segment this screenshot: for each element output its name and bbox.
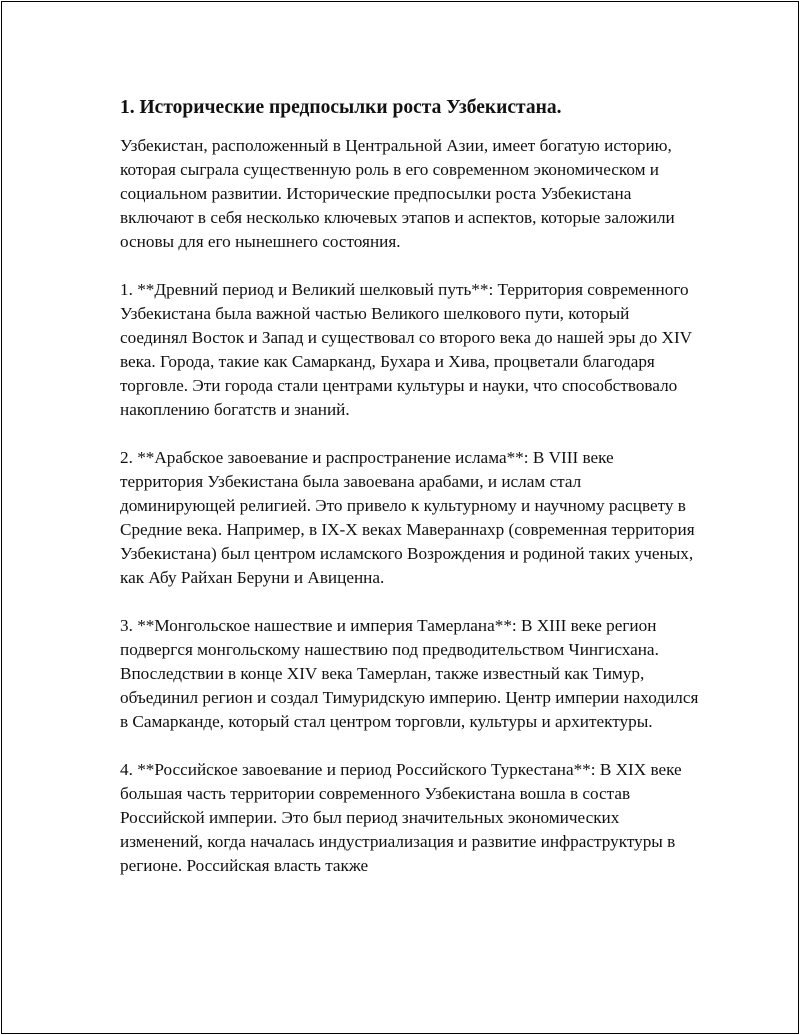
document-body — [120, 96, 700, 878]
intro-paragraph: Узбекистан, расположенный в Центральной Азии, имеет богатую историю, которая сыграла существенную роль в его современном экономическом и социальном развитии. Исторические предпосылки роста Узбекистана включают в себя несколько ключевых этапов и аспектов, которые заложили основы для его нынешнего состояния. — [120, 136, 675, 251]
paragraph-russian-conquest: 4. **Российское завоевание и период Российского Туркестана**: В XIX веке большая часть территории современного Узбекистана вошла в состав Российской империи. Это был период значительных экономических изменений, когда началась индустриализация и развитие инфраструктуры в регионе. Российская власть также — [120, 760, 682, 875]
paragraph-silk-road: 1. **Древний период и Великий шелковый путь**: Территория современного Узбекистана была важной частью Великого шелкового пути, который соединял Восток и Запад и существовал со второго века до нашей эры до XIV века. Города, такие как Самарканд, Бухара и Хива, процветали благодаря торговле. Эти города стали центрами культуры и науки, что способствовало накоплению богатств и знаний. — [120, 280, 692, 419]
paragraph-arab-conquest: 2. **Арабское завоевание и распространение ислама**: В VIII веке территория Узбекистана была завоевана арабами, и ислам стал доминирующей религией. Это привело к культурному и научному расцвету в Средние века. Например, в IX-X веках Мавераннахр (современная территория Узбекистана) был центром исламского Возрождения и родиной таких ученых, как Абу Райхан Беруни и Авиценна. — [120, 448, 695, 587]
document-page — [1, 1, 799, 1034]
section-heading: 1. Исторические предпосылки роста Узбекистана. — [120, 97, 562, 118]
paragraph-mongol-invasion: 3. **Монгольское нашествие и империя Тамерлана**: В XIII веке регион подвергся монгольскому нашествию под предводительством Чингисхана. Впоследствии в конце XIV века Тамерлан, также известный как Тимур, объединил регион и создал Тимуридскую империю. Центр империи находился в Самарканде, который стал центром торговли, культуры и архитектуры. — [120, 616, 699, 731]
